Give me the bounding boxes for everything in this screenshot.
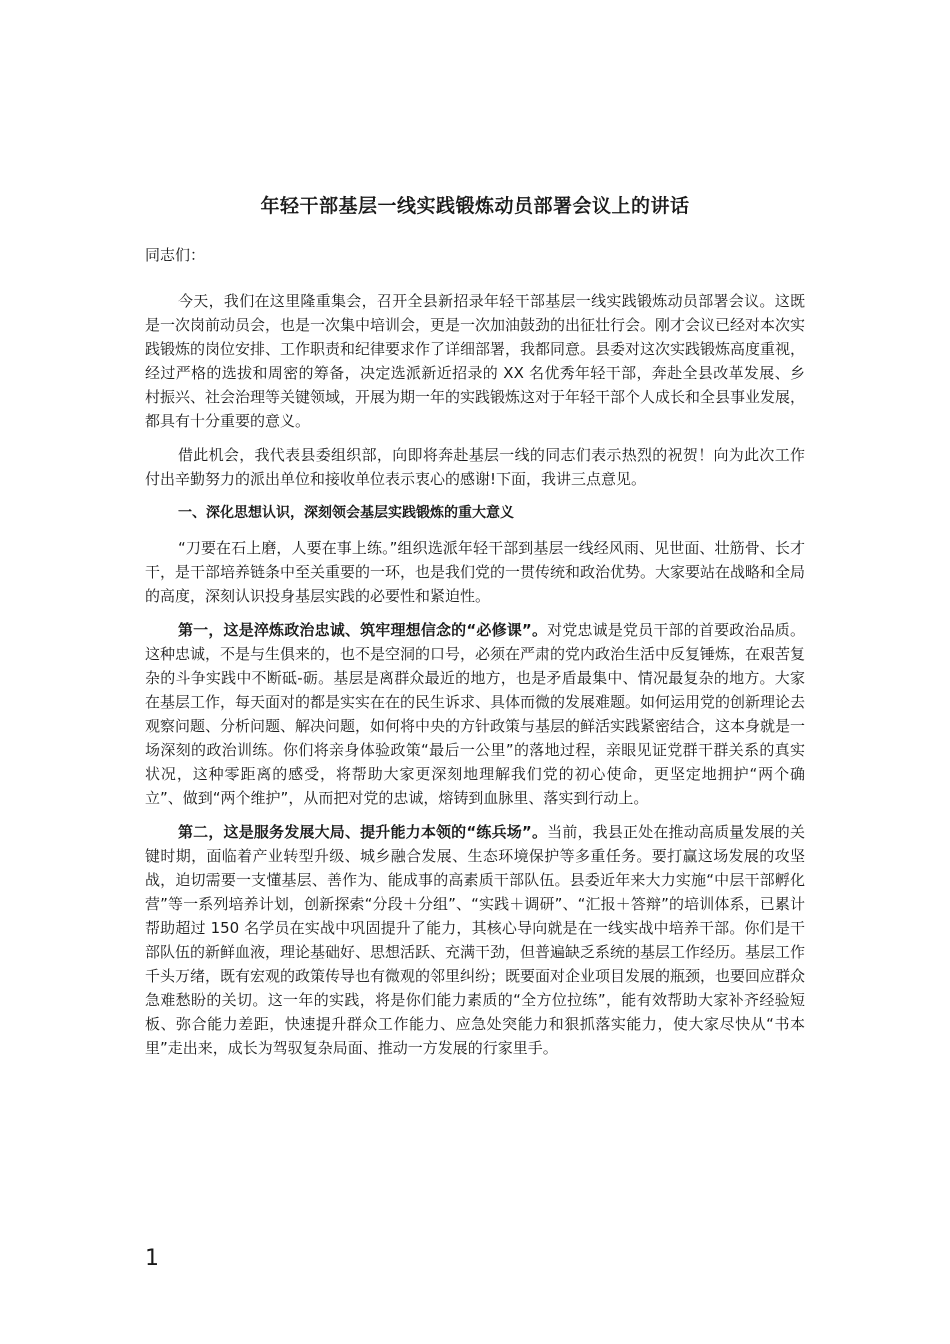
point-body-2: 当前，我县正处在推动高质量发展的关键时期，面临着产业转型升级、城乡融合发展、生态环境保护等多重任务。要打赢这场发展的攻坚战，迫切需要一支懂基层、善作为、能成事的高素质干部队伍。县委近年来大力实施“中层干部孵化营”等一系列培养计划，创新探索“分段＋分组”、“实践＋调研”、“汇报＋答辩”的培训体系，已累计帮助超过 150 名学员在实战中巩固提升了能力，其核心导向就是在一线实战中培养干部。你们是干部队伍的新鲜血液，理论基础好、思想活跃、充满干劲，但普遍缺乏系统的基层工作经历。基层工作千头万绪，既有宏观的政策传导也有微观的邻里纠纷；既要面对企业项目发展的瓶颈，也要回应群众急难愁盼的关切。这一年的实践，将是你们能力素质的“全方位拉练”，能有效帮助大家补齐经验短板、弥合能力差距，快速提升群众工作能力、应急处突能力和狠抓落实能力，使大家尽快从“书本里”走出来，成长为驾驭复杂局面、推动一方发展的行家里手。 bbox=[145, 823, 806, 1057]
point-body-1: 对党忠诚是党员干部的首要政治品质。这种忠诚，不是与生俱来的，也不是空洞的口号，必须在严肃的党内政治生活中反复锤炼，在艰苦复杂的斗争实践中不断砥-砺。基层是离群众最近的地方，也是矛盾最集中、情况最复杂的地方。大家在基层工作，每天面对的都是实实在在的民生诉求、具体而微的发展难题。如何运用党的创新理论去观察问题、分析问题、解决问题，如何将中央的方针政策与基层的鲜活实践紧密结合，这本身就是一场深刻的政治训练。你们将亲身体验政策“最后一公里”的落地过程，亲眼见证党群干群关系的真实状况，这种零距离的感受，将帮助大家更深刻地理解我们党的初心使命，更坚定地拥护“两个确立”、做到“两个维护”，从而把对党的忠诚，熔铸到血脉里、落实到行动上。 bbox=[145, 621, 806, 807]
intro-paragraph-2: 借此机会，我代表县委组织部，向即将奔赴基层一线的同志们表示热烈的祝贺！向为此次工作付出辛勤努力的派出单位和接收单位表示衷心的感谢!下面，我讲三点意见。 bbox=[145, 446, 805, 488]
intro-paragraph-1: 今天，我们在这里隆重集会，召开全县新招录年轻干部基层一线实践锻炼动员部署会议。这既是一次岗前动员会，也是一次集中培训会，更是一次加油鼓劲的出征壮行会。刚才会议已经对本次实践锻炼的岗位安排、工作职责和纪律要求作了详细部署，我都同意。县委对这次实践锻炼高度重视，经过严格的选拔和周密的筹备，决定选派新近招录的 XX 名优秀年轻干部，奔赴全县改革发展、乡村振兴、社会治理等关键领域，开展为期一年的实践锻炼这对于年轻干部个人成长和全县事业发展，都具有十分重要的意义。 bbox=[145, 292, 806, 430]
document-title: 年轻干部基层一线实践锻炼动员部署会议上的讲话 bbox=[260, 195, 690, 217]
section-heading-1: 一、深化思想认识，深刻领会基层实践锻炼的重大意义 bbox=[178, 505, 514, 521]
point-lead-1: 第一，这是淬炼政治忠诚、筑牢理想信念的“必修课”。 bbox=[178, 621, 548, 639]
section-opening-paragraph: “刀要在石上磨，人要在事上练。”组织选派年轻干部到基层一线经风雨、见世面、壮筋骨、长才干，是干部培养链条中至关重要的一环，也是我们党的一贯传统和政治优势。大家要站在战略和全局的高度，深刻认识投身基层实践的必要性和紧迫性。 bbox=[145, 539, 806, 605]
salutation: 同志们： bbox=[145, 246, 206, 264]
point-paragraph-2 bbox=[145, 820, 805, 1060]
document-body bbox=[145, 243, 805, 1070]
point-paragraph-1 bbox=[145, 618, 805, 810]
page-number: 1 bbox=[145, 1246, 159, 1271]
point-lead-2: 第二，这是服务发展大局、提升能力本领的“练兵场”。 bbox=[178, 823, 548, 841]
